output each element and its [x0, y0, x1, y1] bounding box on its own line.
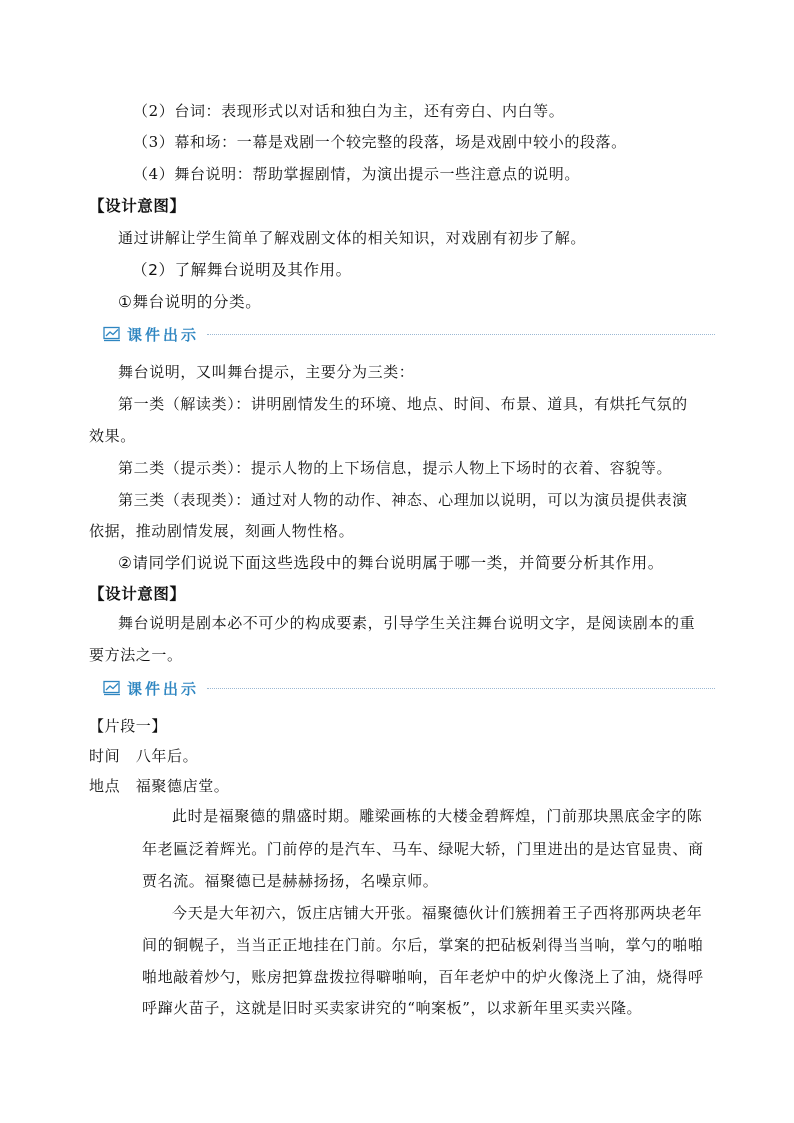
dotted-divider	[207, 334, 715, 335]
text-line: 舞台说明，又叫舞台提示，主要分为三类：	[118, 363, 415, 381]
text-line: 间的铜幌子，当当正正地挂在门前。尔后，掌案的把砧板剁得当当响，掌勺的啪啪	[142, 936, 704, 954]
banner-title: 课件出示	[127, 325, 200, 344]
text-line: 效果。	[89, 427, 136, 445]
text-line: 依据，推动剧情发展，刻画人物性格。	[89, 522, 355, 540]
courseware-banner	[103, 676, 715, 700]
courseware-banner	[103, 322, 715, 346]
section-heading: 【设计意图】	[89, 584, 186, 603]
text-line: 贾名流。福聚德已是赫赫扬扬，名噪京师。	[142, 872, 439, 890]
chart-icon	[103, 680, 121, 696]
text-line: 今天是大年初六，饭庄店铺大开张。福聚德伙计们簇拥着王子西将那两块老年	[172, 904, 703, 922]
text-line: 【片段一】	[89, 717, 168, 735]
text-line: 第二类（提示类）：提示人物的上下场信息，提示人物上下场时的衣着、容貌等。	[118, 459, 673, 477]
text-line: （2）了解舞台说明及其作用。	[132, 261, 352, 279]
text-line: （4）舞台说明：帮助掌握剧情，为演出提示一些注意点的说明。	[133, 165, 580, 183]
banner-title: 课件出示	[127, 679, 200, 698]
dotted-divider	[207, 688, 715, 689]
text-line: 第一类（解读类）：讲明剧情发生的环境、地点、时间、布景、道具，有烘托气氛的	[118, 395, 688, 413]
text-line: 年老匾泛着辉光。门前停的是汽车、马车、绿呢大轿，门里进出的是达官显贵、商	[142, 840, 704, 858]
text-line: 舞台说明是剧本必不可少的构成要素，引导学生关注舞台说明文字，是阅读剧本的重	[118, 614, 696, 632]
text-line: 第三类（表现类）：通过对人物的动作、神态、心理加以说明，可以为演员提供表演	[118, 491, 688, 509]
text-line: 时间 八年后。	[89, 747, 199, 765]
text-line: 要方法之一。	[89, 646, 183, 664]
text-line: ②请同学们说说下面这些选段中的舞台说明属于哪一类，并简要分析其作用。	[118, 554, 664, 572]
text-line: 呼蹿火苗子，这就是旧时买卖家讲究的“响案板”，以求新年里买卖兴隆。	[142, 999, 643, 1017]
text-line: （3）幕和场：一幕是戏剧一个较完整的段落，场是戏剧中较小的段落。	[133, 133, 627, 151]
section-heading: 【设计意图】	[89, 196, 186, 215]
text-line: ①舞台说明的分类。	[118, 293, 262, 311]
text-line: 此时是福聚德的鼎盛时期。雕梁画栋的大楼金碧辉煌，门前那块黑底金字的陈	[172, 807, 703, 825]
text-line: 通过讲解让学生简单了解戏剧文体的相关知识，对戏剧有初步了解。	[118, 229, 587, 247]
text-line: （2）台词：表现形式以对话和独白为主，还有旁白、内白等。	[133, 102, 565, 120]
chart-icon	[103, 326, 121, 342]
text-line: 啪地敲着炒勺，账房把算盘拨拉得噼啪响，百年老炉中的炉火像浇上了油，烧得呼	[142, 968, 704, 986]
text-line: 地点 福聚德店堂。	[89, 777, 230, 795]
